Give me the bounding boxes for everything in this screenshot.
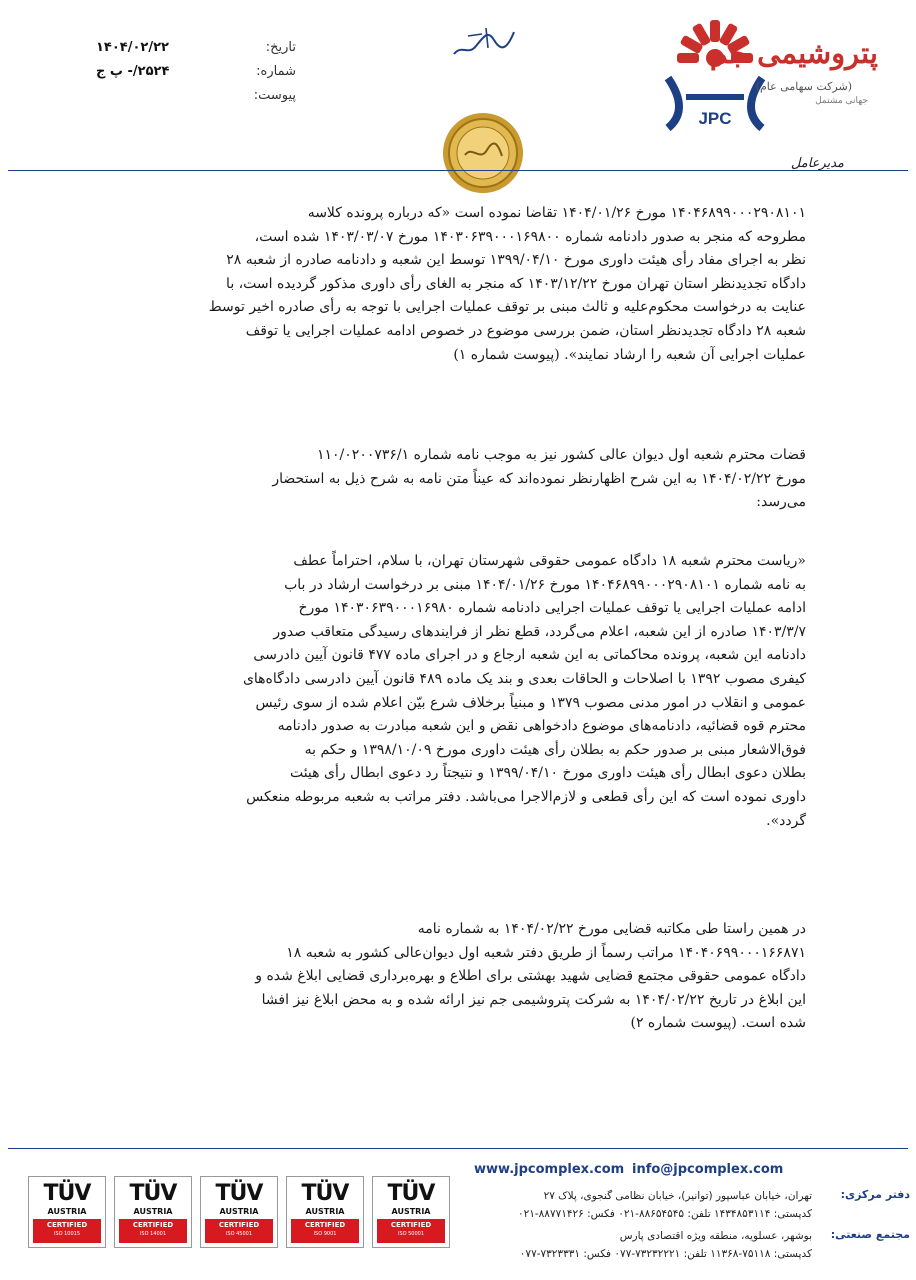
tuv-country: AUSTRIA bbox=[133, 1207, 173, 1216]
website-link[interactable]: www.jpcomplex.com bbox=[474, 1162, 625, 1177]
header-divider bbox=[8, 170, 908, 171]
tuv-cert-badge bbox=[372, 1176, 450, 1248]
tuv-country: AUSTRIA bbox=[391, 1207, 431, 1216]
tuv-country: AUSTRIA bbox=[219, 1207, 259, 1216]
cert-bar: CERTIFIED ISO 45001 bbox=[205, 1219, 273, 1243]
gold-seal-icon bbox=[440, 110, 526, 196]
paragraph-4: در همین راستا طی مکاتبه قضایی مورخ ۱۴۰۴/۰۲/۲۲ به شماره نامه ۱۴۰۴۰۶۹۹۰۰۰۱۶۶۸۷۱ مراتب رسماً از طریق دفتر شعبه اول دیوان‌عالی کشور به شعبه ۱۸ دادگاه عمومی حقوقی مجتمع قضایی شهید بهشتی برای اطلاع و بهره‌برداری قضایی ابلاغ شده و این ابلاغ در تاریخ ۱۴۰۴/۰۲/۲۲ به شرکت پتروشیمی جم نیز ارائه شده و به محض ابلاغ نیز افشا شده است. (پیوست شماره ۲) bbox=[255, 921, 806, 1032]
brand-name: پتروشیمی جم bbox=[709, 36, 878, 70]
tuv-cert-badge bbox=[200, 1176, 278, 1248]
cert-bar: CERTIFIED ISO 50001 bbox=[377, 1219, 445, 1243]
tuv-cert-badge bbox=[28, 1176, 106, 1248]
number-value: ۲۵۲۴/- پ ج bbox=[96, 64, 170, 79]
brand-subtitle: (شرکت سهامی عام) bbox=[755, 80, 852, 93]
letter-body bbox=[110, 202, 806, 1086]
tuv-cert-badge bbox=[114, 1176, 192, 1248]
attachment-label: پیوست: bbox=[253, 88, 296, 103]
meta-values bbox=[96, 36, 220, 116]
tuv-brand: TÜV bbox=[215, 1181, 263, 1206]
industrial-site-label: مجتمع صنعتی: bbox=[830, 1228, 910, 1241]
paragraph-1-text: ۱۴۰۴۶۸۹۹۰۰۰۲۹۰۸۱۰۱ مورخ ۱۴۰۴/۰۱/۲۶ تقاضا نموده است «که درباره پرونده کلاسه مطروحه که منجر به صدور دادنامه شماره ۱۴۰۳۰۶۳۹۰۰۰۱۶۹۸۰۰ مورخ ۱۴۰۳/۰۳/۰۷ شده است، نظر به اجرای مفاد رأی هیئت داوری مورخ ۱۳۹۹/۰۴/۱۰ توسط این شعبه و دادنامه صادره از شعبه ۲۸ دادگاه تجدیدنظر استان تهران مورخ ۱۴۰۳/۱۲/۲۲ که منجر به الغای رأی داوری مذکور گردیده است، با عنایت به درخواست محکوم‌علیه و ثالث مبنی بر توقف عملیات اجرایی با توجه به رأی صادره اخیر توسط شعبه ۲۸ دادگاه تجدیدنظر استان، ضمن بررسی موضوع در خصوص ادامه عملیات اجرایی یا توقف عملیات اجرایی آن شعبه را ارشاد نمایند». bbox=[208, 205, 806, 363]
letterhead bbox=[0, 0, 916, 200]
tuv-brand: TÜV bbox=[301, 1181, 349, 1206]
industrial-site-address: بوشهر، عسلویه، منطقه ویژه اقتصادی پارس bbox=[619, 1230, 812, 1242]
signature-icon bbox=[448, 22, 520, 62]
paragraph-1 bbox=[110, 202, 806, 434]
meta-labels bbox=[232, 36, 296, 116]
date-value: ۱۴۰۴/۰۲/۲۲ bbox=[96, 40, 169, 55]
letter-footer bbox=[0, 1140, 916, 1280]
tuv-brand: TÜV bbox=[43, 1181, 91, 1206]
cert-bar: CERTIFIED ISO 14001 bbox=[119, 1219, 187, 1243]
industrial-site-contact: کدپستی: ۷۵۱۱۸-۱۱۳۶۸ تلفن: ۷۳۲۳۲۲۲۱-۰۷۷ فکس: ۷۳۲۳۳۳۱-۰۷۷ bbox=[519, 1248, 812, 1260]
cert-bar: CERTIFIED ISO 9001 bbox=[291, 1219, 359, 1243]
paragraph-3: «ریاست محترم شعبه ۱۸ دادگاه عمومی حقوقی شهرستان تهران، با سلام، احتراماً عطف به نامه شماره ۱۴۰۴۶۸۹۹۰۰۰۲۹۰۸۱۰۱ مورخ ۱۴۰۴/۰۱/۲۶ مبنی بر درخواست ارشاد در باب ادامه عملیات اجرایی یا توقف عملیات اجرایی دادنامه شماره ۱۴۰۳۰۶۳۹۰۰۰۱۶۹۸۰ مورخ ۱۴۰۳/۳/۷ صادره از این شعبه، اعلام می‌گردد، قطع نظر از فرایندهای رسیدگی متعاقب صدور دادنامه این شعبه، پرونده محاکماتی به این شعبه ارجاع و در اجرای ماده ۴۷۷ قانون آیین دادرسی کیفری مصوب ۱۳۹۲ با اصلاحات و الحاقات بعدی و بند یک ماده ۴۸۹ قانون آیین دادرسی دادگاه‌های عمومی و انقلاب در امور مدنی مصوب ۱۳۷۹ و مبنیاً برخلاف شرع بیّن اعلام شده از سوی رئیس محترم قوه قضائیه، دادنامه‌های موضوع دادخواهی نقض و این شعبه مبادرت به صدور دادنامه فوق‌الاشعار مبنی بر صدور حکم به بطلان رأی هیئت داوری مورخ ۱۳۹۸/۱۰/۰۹ و حکم به بطلان دعوی ابطال رأی هیئت داوری مورخ ۱۳۹۹/۰۴/۱۰ و نتیجتاً رد دعوی ابطال رأی هیئت داوری نموده است که این رأی قطعی و لازم‌الاجرا می‌باشد. دفتر مراتب به شعبه مربوطه منعکس گردد». bbox=[242, 553, 806, 829]
brand-tagline: جهانی مشتمل bbox=[815, 96, 868, 106]
cert-bar: CERTIFIED ISO 10015 bbox=[33, 1219, 101, 1243]
office-contact: کدپستی: ۱۴۳۴۸۵۳۱۱۴ تلفن: ۸۸۶۵۴۵۴۵-۰۲۱ فکس: ۸۸۷۷۱۴۲۶-۰۲۱ bbox=[517, 1208, 812, 1220]
tuv-brand: TÜV bbox=[387, 1181, 435, 1206]
number-label: شماره: bbox=[256, 64, 296, 79]
office-address: تهران، خیابان عباسپور (توانیر)، خیابان نظامی گنجوی، پلاک ۲۷ bbox=[543, 1190, 812, 1202]
email-link[interactable]: info@jpcomplex.com bbox=[632, 1162, 784, 1177]
tuv-country: AUSTRIA bbox=[47, 1207, 87, 1216]
recipient: مدیرعامل bbox=[790, 156, 844, 171]
paragraph-2: قضات محترم شعبه اول دیوان عالی کشور نیز به موجب نامه شماره ۱۱۰/۰۲۰۰۷۳۶/۱ مورخ ۱۴۰۴/۰۲/۲۲ به این شرح اظهارنظر نموده‌اند که عیناً متن نامه به شرح ذیل به استحضار می‌رسد: bbox=[272, 447, 806, 511]
tuv-brand: TÜV bbox=[129, 1181, 177, 1206]
date-label: تاریخ: bbox=[265, 40, 296, 55]
footer-divider bbox=[8, 1148, 908, 1149]
office-label: دفتر مرکزی: bbox=[840, 1188, 910, 1201]
tuv-cert-badge bbox=[286, 1176, 364, 1248]
tuv-country: AUSTRIA bbox=[305, 1207, 345, 1216]
svg-text:JPC: JPC bbox=[698, 109, 732, 128]
attachment-ref-1: (پیوست شماره ۱) bbox=[453, 346, 560, 363]
attachment-value bbox=[96, 84, 220, 108]
